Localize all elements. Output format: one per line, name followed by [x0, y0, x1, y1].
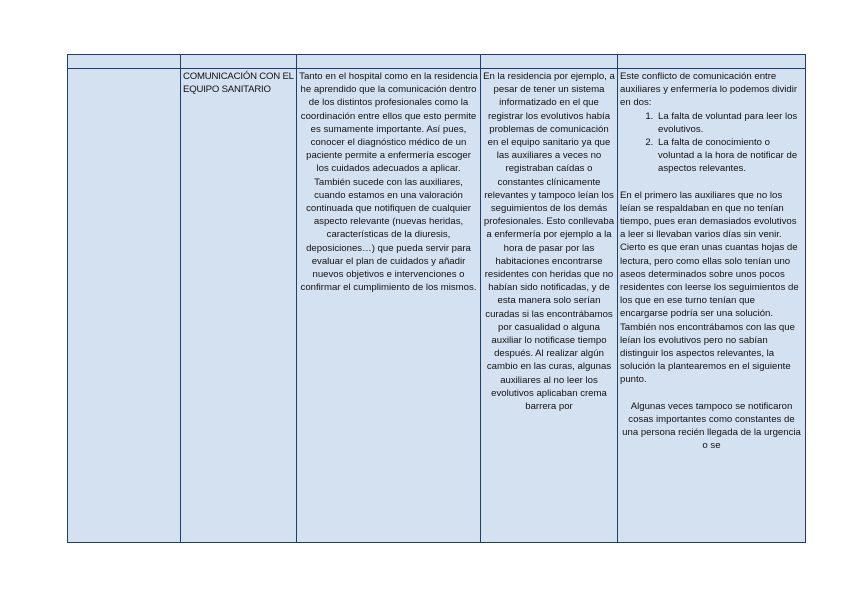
header-cell — [297, 55, 481, 69]
list-item: 2. La falta de conocimiento o voluntad a la hora de notificar de aspectos relevantes. — [656, 136, 803, 176]
header-cell — [618, 55, 806, 69]
header-cell — [181, 55, 297, 69]
analysis-points-list — [620, 110, 803, 176]
table-row — [68, 69, 806, 543]
table-header-row — [68, 55, 806, 69]
learning-cell: Tanto en el hospital como en la residencia he aprendido que la comunicación dentro de los distintos profesionales como la coordinación entre ellos que esto permite es sumamente importante. Así pues, conocer el diagnóstico médico de un paciente permite a enfermería escoger los cuidados adecuados a aplicar. También sucede con las auxiliares, cuando estamos en una valoración continuada que notifiquen de cualquier aspecto relevante (nuevas heridas, características de la diuresis, deposiciones…) que pueda servir para evaluar el plan de cuidados y añadir nuevos objetivos e intervenciones o confirmar el cumplimiento de los mismos. — [297, 69, 481, 543]
analysis-paragraph-2: Algunas veces tampoco se notificaron cosas importantes como constantes de una persona recién llegada de la urgencia o se — [622, 400, 801, 452]
analysis-cell — [618, 69, 806, 543]
topic-cell: COMUNICACIÓN CON EL EQUIPO SANITARIO — [181, 69, 297, 543]
list-item: 1. La falta de voluntad para leer los evolutivos. — [656, 110, 803, 136]
analysis-intro: Este conflicto de comunicación entre auxiliares y enfermería lo podemos dividir en dos: — [620, 71, 798, 109]
header-cell — [68, 55, 181, 69]
empty-cell — [68, 69, 181, 543]
situation-cell: En la residencia por ejemplo, a pesar de tener un sistema informatizado en el que registrar los evolutivos había problemas de comunicación en el equipo sanitario ya que las auxiliares a veces no registraban caídas o constantes clínicamente relevantes y tampoco leían los seguimientos de los demás profesionales. Esto conllevaba a enfermería por ejemplo a la hora de pasar por las habitaciones encontrarse residentes con heridas que no habían sido notificadas, y de esta manera solo serían curadas si las encontrábamos por casualidad o alguna auxiliar lo notificase tiempo después. Al realizar algún cambio en las curas, algunas auxiliares al no leer los evolutivos aplicaban crema barrera por — [481, 69, 618, 543]
reflection-table — [67, 54, 806, 543]
analysis-paragraph-1: En el primero las auxiliares que no los leían se respaldaban en que no tenían tiempo, pues eran demasiados evolutivos a leer si llevaban varios días sin venir. Cierto es que eran unas cuantas hojas de lectura, pero como ellas solo tenían uno aseos determinados sobre unos pocos residentes con leerse los seguimientos de los que en ese turno tenían que encargarse podría ser una solución. También nos encontrábamos con las que leían los evolutivos pero no sabían distinguir los aspectos relevantes, la solución la plantearemos en el siguiente punto. — [620, 189, 799, 386]
header-cell — [481, 55, 618, 69]
